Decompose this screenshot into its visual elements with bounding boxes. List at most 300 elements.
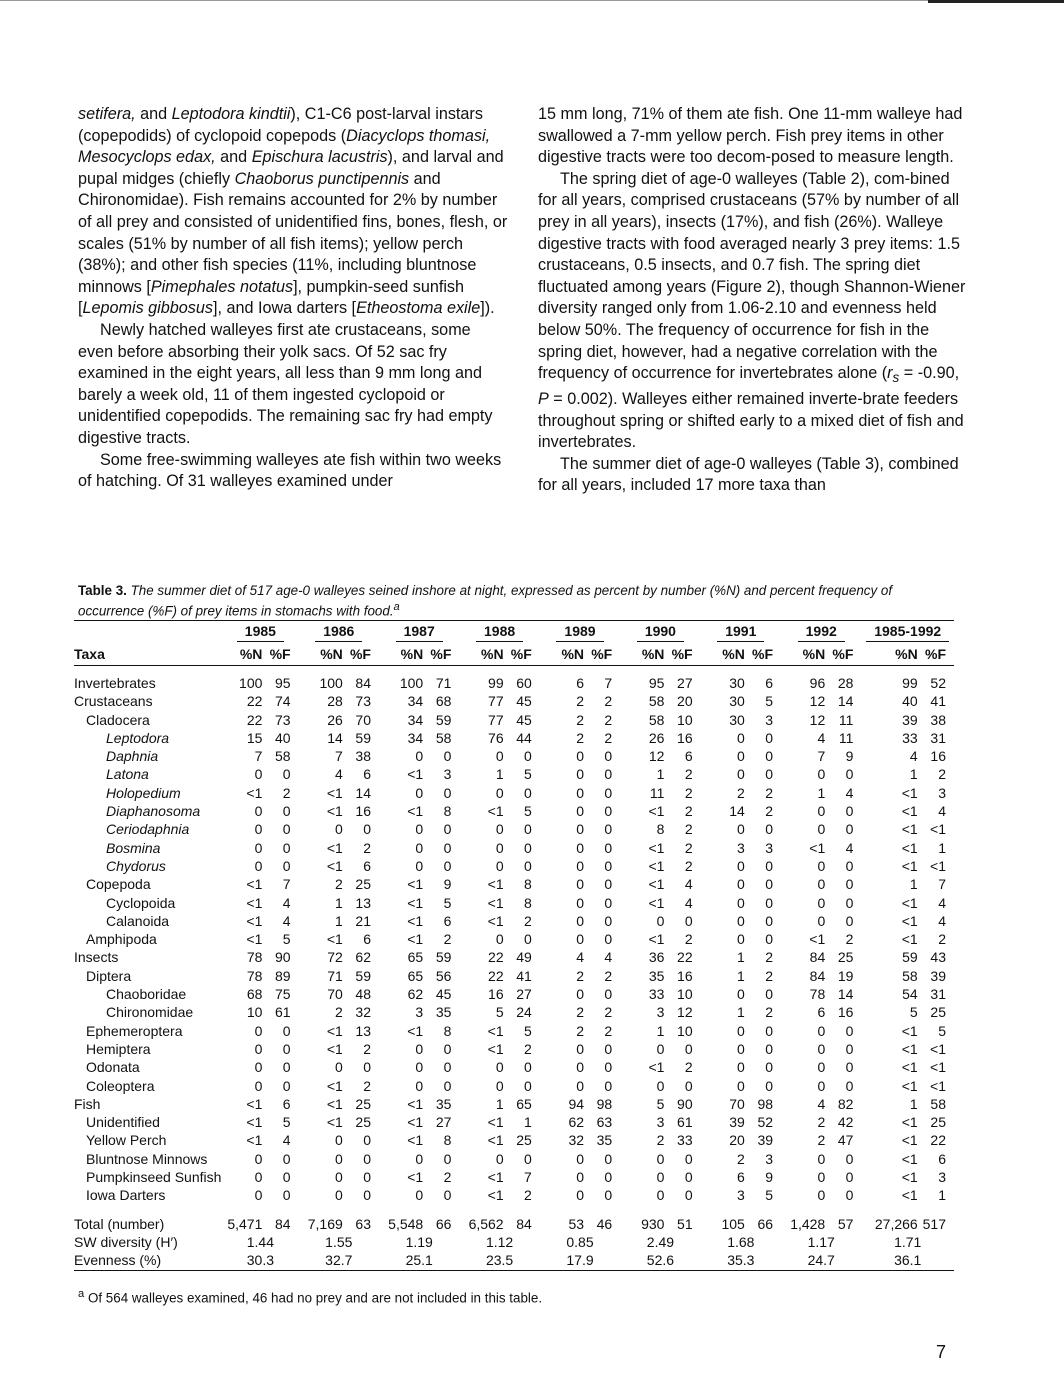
taxon-name: Insects [74, 949, 119, 966]
pct-n-value: <1 [487, 1040, 504, 1057]
pct-n-value: 0 [576, 857, 585, 874]
pct-f-value: 27 [516, 986, 532, 1003]
pct-f-value: 14 [837, 986, 854, 1003]
pct-n-value: 40 [902, 693, 918, 710]
pct-f-value: 16 [930, 748, 946, 765]
pct-f-value: 10 [677, 986, 693, 1003]
table-label: Table 3. [78, 583, 127, 598]
pct-f-value: 0 [604, 1150, 613, 1167]
pct-n-value: 0 [495, 1059, 504, 1076]
pct-n-value: 96 [809, 675, 826, 691]
pct-n-value: 0 [737, 912, 745, 929]
pct-f-value: 1 [524, 1114, 532, 1131]
year-header [540, 621, 620, 644]
pct-f-value: 6 [363, 766, 371, 783]
table-row [74, 747, 954, 765]
pct-n-value: 2 [335, 1004, 343, 1021]
pct-n-value: <1 [407, 931, 424, 948]
right-text-column [538, 104, 968, 497]
year-label: 1987 [396, 622, 443, 641]
pct-n-value: 2 [817, 1132, 826, 1149]
summary-value: 1,428 [790, 1215, 826, 1232]
table-row [74, 894, 954, 912]
pct-n-value: <1 [901, 1040, 918, 1057]
pct-f-header: %F [918, 643, 954, 666]
left-column-paragraph: Some free-swimming walleyes ate fish within two weeks of hatching. Of 31 walleyes examined under [78, 450, 502, 491]
pct-n-value: <1 [648, 839, 665, 856]
table-row [74, 1040, 954, 1058]
table-row [74, 729, 954, 747]
pct-n-value: 0 [576, 1059, 585, 1076]
pct-f-value: 0 [684, 1077, 693, 1094]
pct-n-value: 1 [495, 766, 504, 783]
pct-n-value: 2 [576, 1004, 585, 1021]
pct-f-value: <1 [930, 1040, 946, 1057]
pct-n-value: 0 [415, 1059, 424, 1076]
pct-f-value: 5 [524, 766, 532, 783]
pct-f-value: 0 [604, 1169, 613, 1186]
pct-f-value: 0 [524, 931, 532, 948]
pct-f-value: 59 [355, 967, 371, 984]
pct-f-value: 52 [757, 1114, 774, 1131]
pct-f-value: 0 [443, 1077, 452, 1094]
summary-value: 23.5 [459, 1251, 539, 1270]
pct-f-value: 0 [684, 1187, 693, 1204]
pct-n-value: <1 [901, 857, 918, 874]
pct-f-value: 32 [355, 1004, 371, 1021]
pct-n-value: 34 [407, 711, 424, 728]
summary-value: 5,471 [227, 1215, 263, 1232]
pct-f-value: 25 [837, 949, 854, 966]
pct-n-value: 36 [648, 949, 665, 966]
pct-n-value: <1 [246, 784, 263, 801]
pct-n-value: <1 [407, 1132, 424, 1149]
pct-f-value: 8 [443, 1132, 452, 1149]
pct-f-value: 0 [604, 766, 613, 783]
pct-f-value: 8 [524, 876, 532, 893]
pct-f-header: %F [262, 643, 298, 666]
pct-n-value: 0 [817, 1169, 826, 1186]
pct-f-value: 25 [516, 1132, 532, 1149]
pct-n-value: 30 [729, 693, 745, 710]
pct-f-value: 2 [938, 766, 946, 783]
pct-f-value: 59 [355, 729, 371, 746]
pct-n-value: 0 [415, 839, 424, 856]
pct-n-value: 30 [729, 675, 745, 691]
pct-f-value: 0 [845, 1187, 854, 1204]
pct-n-value: <1 [246, 894, 263, 911]
pct-n-value: 76 [488, 729, 504, 746]
pct-n-value: 0 [254, 1169, 263, 1186]
pct-n-value: 34 [407, 693, 424, 710]
pct-f-value: 59 [435, 711, 452, 728]
pct-f-value: 7 [282, 876, 291, 893]
pct-n-value: <1 [648, 876, 665, 893]
pct-f-value: 25 [930, 1004, 946, 1021]
pct-f-value: 0 [363, 1187, 371, 1204]
pct-f-value: 28 [837, 675, 854, 691]
pct-f-value: 82 [837, 1095, 854, 1112]
pct-n-value: <1 [809, 931, 826, 948]
pct-n-value: 0 [254, 1022, 263, 1039]
pct-f-value: 7 [604, 675, 613, 691]
page-number: 7 [936, 1342, 947, 1362]
pct-f-value: 4 [845, 784, 854, 801]
summary-value: 930 [641, 1215, 665, 1232]
pct-n-value: <1 [648, 931, 665, 948]
pct-n-value: 0 [254, 1040, 263, 1057]
pct-f-value: 0 [604, 1040, 613, 1057]
pct-n-value: 100 [239, 675, 263, 691]
summary-value: 63 [355, 1215, 371, 1232]
pct-n-value: 0 [817, 803, 826, 820]
table-row [74, 1077, 954, 1095]
pct-f-value: 12 [677, 1004, 693, 1021]
table-row [74, 666, 954, 693]
pct-n-value: <1 [326, 1077, 343, 1094]
summary-value: 57 [837, 1215, 854, 1232]
pct-n-value: 0 [737, 1059, 745, 1076]
pct-n-value: 78 [246, 967, 263, 984]
taxon-name: Odonata [86, 1059, 140, 1076]
pct-f-value: 16 [355, 803, 371, 820]
pct-f-value: 39 [757, 1132, 774, 1149]
pct-f-value: 89 [275, 967, 291, 984]
pct-n-value: <1 [901, 912, 918, 929]
pct-f-value: 0 [604, 821, 613, 838]
pct-n-value: 4 [817, 1095, 826, 1112]
summary-value: 35.3 [701, 1251, 781, 1270]
pct-f-value: 33 [677, 1132, 693, 1149]
pct-n-header: %N [701, 643, 745, 666]
pct-n-value: <1 [407, 912, 424, 929]
taxon-name: Ephemeroptera [86, 1022, 183, 1039]
year-label: 1985 [237, 622, 284, 641]
pct-f-value: 27 [435, 1114, 452, 1131]
pct-f-value: 6 [443, 912, 452, 929]
pct-f-value: 0 [443, 1059, 452, 1076]
pct-f-value: 0 [845, 912, 854, 929]
pct-n-value: 2 [335, 876, 343, 893]
table-row [74, 985, 954, 1003]
pct-f-value: 5 [765, 693, 774, 710]
pct-n-value: 11 [649, 784, 665, 801]
pct-f-value: 41 [516, 967, 532, 984]
table-row [74, 1058, 954, 1076]
pct-f-value: 0 [282, 839, 291, 856]
summary-label: Total (number) [74, 1215, 165, 1232]
pct-f-value: 2 [604, 693, 613, 710]
pct-f-value: 0 [845, 1077, 854, 1094]
table-row [74, 1003, 954, 1021]
taxa-header: Taxa [74, 643, 222, 666]
pct-n-value: 78 [809, 986, 826, 1003]
pct-n-value: 100 [319, 675, 343, 691]
table-caption [78, 582, 958, 619]
pct-n-value: 32 [568, 1132, 585, 1149]
pct-n-value: 58 [902, 967, 918, 984]
taxon-name: Coleoptera [86, 1077, 155, 1094]
pct-f-value: 43 [930, 949, 946, 966]
pct-f-value: 14 [355, 784, 371, 801]
pct-n-value: 0 [495, 857, 504, 874]
summary-value: 6,562 [468, 1215, 504, 1232]
pct-n-value: <1 [326, 857, 343, 874]
pct-n-value: 1 [335, 894, 343, 911]
pct-n-value: <1 [407, 803, 424, 820]
summary-value: 32.7 [299, 1251, 379, 1270]
pct-f-value: 8 [443, 1022, 452, 1039]
pct-f-value: 0 [845, 876, 854, 893]
pct-f-value: 4 [282, 894, 291, 911]
pct-n-value: 2 [817, 1114, 826, 1131]
pct-f-value: 0 [765, 912, 774, 929]
pct-n-value: 22 [488, 967, 504, 984]
pct-f-value: 10 [677, 711, 693, 728]
pct-f-value: 3 [765, 839, 774, 856]
summary-value: 51 [677, 1215, 693, 1232]
table-row [74, 839, 954, 857]
pct-n-value: 0 [415, 1150, 424, 1167]
pct-n-value: 77 [488, 711, 504, 728]
pct-f-value: 0 [604, 784, 613, 801]
pct-n-value: <1 [407, 766, 424, 783]
pct-f-value: 4 [684, 876, 693, 893]
pct-n-value: 0 [817, 766, 826, 783]
table-row [74, 692, 954, 710]
pct-f-value: 0 [604, 1077, 613, 1094]
pct-f-value: 70 [355, 711, 371, 728]
pct-n-value: 12 [809, 693, 826, 710]
pct-n-value: 0 [335, 1132, 343, 1149]
pct-f-value: 16 [677, 967, 693, 984]
pct-n-value: 70 [729, 1095, 745, 1112]
pct-f-value: 0 [604, 748, 613, 765]
pct-f-value: 3 [938, 1169, 946, 1186]
pct-f-value: 6 [765, 675, 774, 691]
table-row [74, 967, 954, 985]
table-row [74, 765, 954, 783]
summary-value: 1.44 [246, 1233, 274, 1250]
pct-f-value: 0 [443, 748, 452, 765]
pct-f-value: 61 [677, 1114, 693, 1131]
pct-n-value: 0 [576, 821, 585, 838]
taxon-name: Leptodora [106, 729, 170, 746]
pct-f-value: 68 [435, 693, 452, 710]
left-column-paragraph: Newly hatched walleyes first ate crustaceans, some even before absorbing their yolk sacs. Of 52 sac fry examined in the eight years, all less than 9 mm long and barely a week old, 11 of them ingested cyclopoid or unidentified copepodids. The remaining sac fry had empty digestive tracts. [78, 320, 493, 447]
pct-n-value: 2 [576, 693, 585, 710]
pct-f-value: 0 [282, 803, 291, 820]
right-column-paragraph: The spring diet of age-0 walleyes (Table 2), com-bined for all years, comprised crustaceans (57% by number of all prey in all years), insects (17%), and fish (26%). Walleye digestive tracts with food averaged nearly 3 prey items: 1.5 crustaceans, 0.5 insects, and 0.7 fish. The spring diet fluctuated among years (Figure 2), though Shannon-Wiener diversity ranged only from 1.06-2.10 and evenness held below 50%. The frequency of occurrence for fish in the spring diet, however, had a negative correlation with the frequency of occurrence for invertebrates alone ($r_s = -0.90$, P = 0.002). Walleyes either remained inverte-brate feeders throughout spring or shifted early to a mixed diet of fish and invertebrates. [538, 169, 966, 452]
pct-f-value: 2 [765, 967, 774, 984]
pct-n-value: <1 [901, 1169, 918, 1186]
pct-n-value: <1 [326, 1114, 343, 1131]
pct-f-value: 5 [938, 1022, 946, 1039]
pct-f-value: 0 [363, 1150, 371, 1167]
pct-n-value: 22 [246, 711, 263, 728]
pct-n-value: 0 [737, 1022, 745, 1039]
header-blank [74, 621, 222, 644]
pct-n-value: 72 [327, 949, 343, 966]
taxon-name: Calanoida [106, 912, 170, 929]
year-label: 1992 [798, 622, 845, 641]
pct-f-value: 0 [604, 803, 613, 820]
pct-f-value: 20 [677, 693, 693, 710]
pct-n-value: 1 [656, 766, 665, 783]
pct-f-value: 2 [524, 1040, 532, 1057]
pct-f-value: 0 [765, 931, 774, 948]
table-row [74, 930, 954, 948]
pct-f-value: 0 [604, 912, 613, 929]
pct-n-value: 0 [656, 912, 665, 929]
pct-n-value: 62 [568, 1114, 585, 1131]
summary-row [74, 1205, 954, 1233]
pct-n-value: <1 [246, 1132, 263, 1149]
top-rule [0, 0, 1064, 4]
pct-f-value: 0 [684, 1040, 693, 1057]
pct-f-value: 42 [837, 1114, 854, 1131]
diet-table [74, 620, 954, 1271]
pct-n-value: <1 [246, 931, 263, 948]
pct-f-value: 0 [282, 1169, 291, 1186]
pct-f-value: 2 [765, 949, 774, 966]
pct-f-value: 0 [363, 1059, 371, 1076]
pct-f-value: 0 [684, 1169, 693, 1186]
pct-n-value: 0 [254, 821, 263, 838]
pct-n-value: <1 [487, 1187, 504, 1204]
pct-n-value: 1 [909, 766, 918, 783]
pct-f-value: 24 [516, 1004, 532, 1021]
pct-n-value: <1 [648, 1059, 665, 1076]
pct-f-header: %F [745, 643, 781, 666]
pct-f-value: 21 [355, 912, 371, 929]
pct-n-value: 8 [656, 821, 665, 838]
pct-n-value: <1 [901, 1114, 918, 1131]
pct-f-value: 0 [363, 1169, 371, 1186]
pct-f-value: 2 [443, 1169, 452, 1186]
pct-n-value: <1 [487, 876, 504, 893]
year-header [379, 621, 459, 644]
year-label: 1986 [315, 622, 362, 641]
year-header [620, 621, 700, 644]
pct-f-value: 61 [275, 1004, 291, 1021]
taxon-name: Amphipoda [86, 931, 157, 948]
pct-f-value: 0 [443, 857, 452, 874]
pct-n-value: 0 [495, 1077, 504, 1094]
pct-n-value: 0 [495, 1150, 504, 1167]
summary-row [74, 1251, 954, 1270]
pct-f-value: 2 [524, 912, 532, 929]
pct-n-value: 3 [415, 1004, 424, 1021]
pct-n-value: 94 [568, 1095, 585, 1112]
pct-f-value: 63 [596, 1114, 613, 1131]
pct-f-value: 38 [355, 748, 371, 765]
summary-value: 1.55 [325, 1233, 353, 1250]
pct-f-value: 6 [282, 1095, 291, 1112]
pct-f-value: 2 [938, 931, 946, 948]
pct-n-value: 3 [656, 1114, 665, 1131]
pct-f-value: 73 [275, 711, 291, 728]
pct-n-value: 1 [909, 1095, 918, 1112]
pct-f-value: 0 [765, 894, 774, 911]
pct-n-value: <1 [487, 1114, 504, 1131]
pct-n-value: 58 [648, 711, 665, 728]
pct-n-value: 65 [407, 949, 424, 966]
pct-f-value: <1 [930, 821, 946, 838]
pct-f-value: 3 [938, 784, 946, 801]
pct-n-value: 0 [576, 1169, 585, 1186]
taxon-name: Pumpkinseed Sunfish [86, 1169, 222, 1186]
pct-f-value: 47 [837, 1132, 854, 1149]
pct-n-value: <1 [901, 1077, 918, 1094]
summary-value: 25.1 [379, 1251, 459, 1270]
pct-n-value: <1 [326, 1040, 343, 1057]
pct-f-value: 38 [930, 711, 946, 728]
pct-f-value: 5 [282, 931, 291, 948]
summary-value: 36.1 [861, 1251, 954, 1270]
pct-f-value: 27 [677, 675, 693, 691]
pct-f-value: 2 [604, 711, 613, 728]
pct-f-value: 31 [930, 986, 946, 1003]
pct-f-value: 5 [524, 803, 532, 820]
table-row [74, 802, 954, 820]
pct-f-value: 49 [516, 949, 532, 966]
pct-n-value: 0 [576, 894, 585, 911]
summary-value: 105 [721, 1215, 745, 1232]
pct-n-value: 1 [737, 1004, 745, 1021]
pct-n-value: 12 [809, 711, 826, 728]
year-header [861, 621, 954, 644]
pct-n-value: 0 [495, 931, 504, 948]
pct-f-value: 25 [355, 876, 371, 893]
table-row [74, 948, 954, 966]
pct-n-value: 0 [737, 931, 745, 948]
year-label: 1989 [556, 622, 603, 641]
taxon-name: Iowa Darters [86, 1187, 166, 1204]
pct-n-value: <1 [901, 931, 918, 948]
pct-n-value: 0 [576, 986, 585, 1003]
pct-n-value: 0 [817, 894, 826, 911]
taxon-name: Ceriodaphnia [106, 821, 190, 838]
pct-f-value: 0 [604, 931, 613, 948]
table-row [74, 1131, 954, 1149]
pct-n-value: <1 [809, 839, 826, 856]
summary-value: 53 [568, 1215, 585, 1232]
taxon-name: Diaphanosoma [106, 803, 201, 820]
pct-n-value: 12 [648, 748, 665, 765]
pct-n-value: 0 [415, 857, 424, 874]
pct-n-value: 0 [656, 1040, 665, 1057]
pct-f-value: 11 [838, 711, 854, 728]
pct-f-value: 4 [938, 894, 946, 911]
pct-f-value: 7 [938, 876, 946, 893]
pct-n-value: 0 [817, 1059, 826, 1076]
year-header [781, 621, 861, 644]
pct-n-value: 0 [415, 1187, 424, 1204]
pct-n-value: 71 [327, 967, 343, 984]
pct-n-value: 7 [817, 748, 826, 765]
pct-f-value: 6 [684, 748, 693, 765]
taxon-name: Cladocera [86, 711, 150, 728]
pct-n-header: %N [379, 643, 423, 666]
pct-n-value: <1 [487, 803, 504, 820]
pct-n-value: <1 [901, 1132, 918, 1149]
pct-n-value: 34 [407, 729, 424, 746]
pct-f-header: %F [504, 643, 540, 666]
pct-n-value: <1 [901, 839, 918, 856]
year-label: 1990 [637, 622, 684, 641]
pct-f-value: 4 [845, 839, 854, 856]
